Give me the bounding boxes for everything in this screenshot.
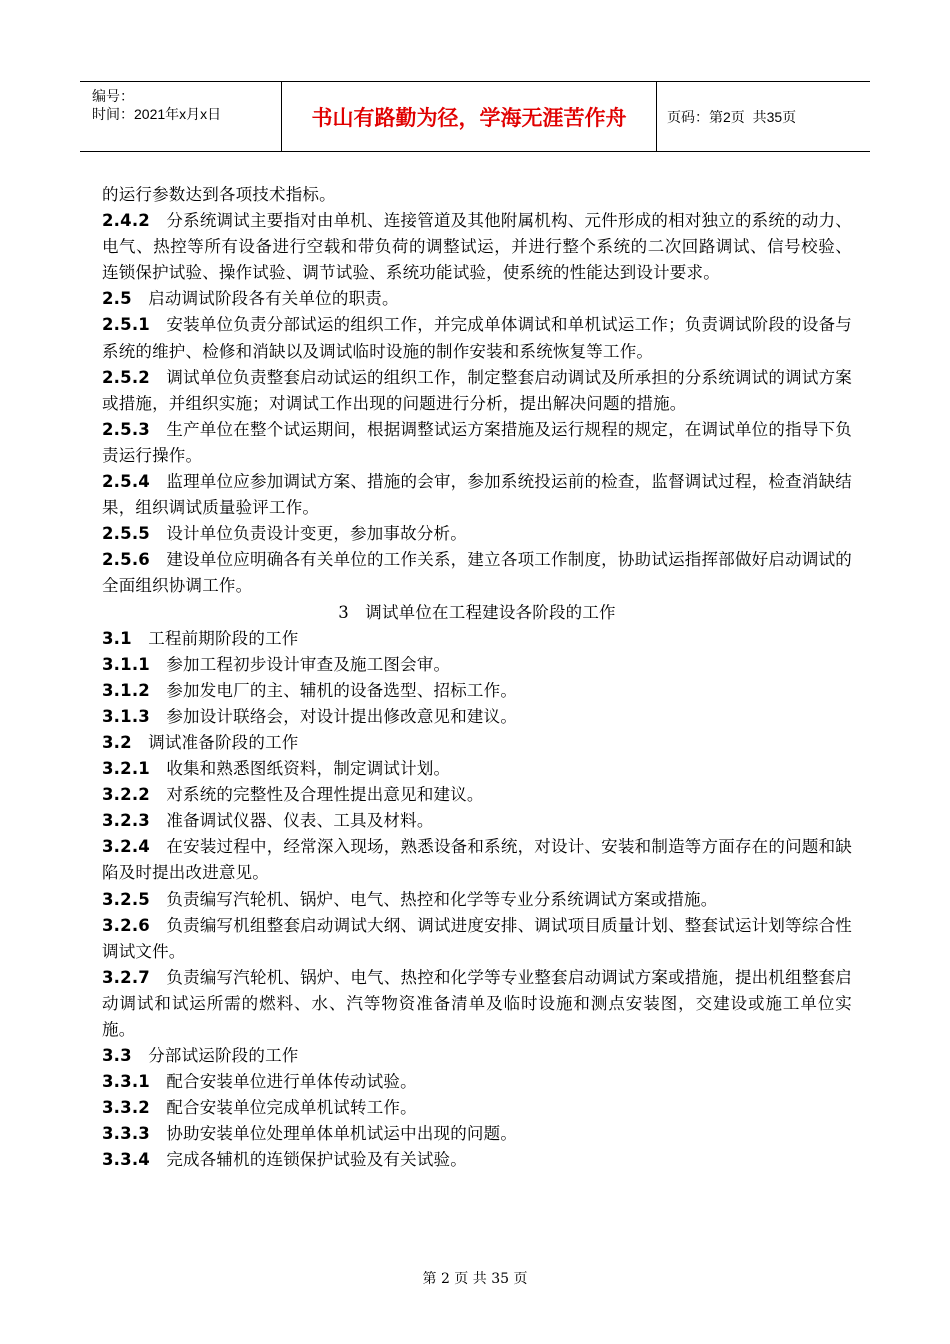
clause-number: 2.5.6: [102, 550, 150, 570]
paragraph: [102, 808, 852, 834]
paragraph-text: 建设单位应明确各有关单位的工作关系，建立各项工作制度，协助试运指挥部做好启动调试的全面组织协调工作。: [102, 550, 852, 596]
clause-number: 3.1.1: [102, 654, 150, 674]
clause-number: 3.2: [102, 732, 132, 752]
clause-number: 3.3: [102, 1046, 132, 1066]
clause-number: 3.2.6: [102, 915, 150, 935]
paragraph: [102, 365, 852, 417]
paragraph: [102, 730, 852, 756]
clause-number: 3.1: [102, 628, 132, 648]
paragraph-text: 在安装过程中，经常深入现场，熟悉设备和系统，对设计、安装和制造等方面存在的问题和缺陷及时提出改进意见。: [102, 837, 852, 883]
paragraph: [102, 834, 852, 886]
paragraph: [102, 182, 852, 208]
section-heading: [102, 600, 852, 626]
paragraph-text: 负责编写汽轮机、锅炉、电气、热控和化学等专业整套启动调试方案或措施，提出机组整套启动调试和试运所需的燃料、水、汽等物资准备清单及临时设施和测点安装图，交建设或施工单位实施。: [102, 967, 852, 1039]
paragraph: [102, 782, 852, 808]
paragraph: [102, 547, 852, 599]
paragraph-text: 启动调试阶段各有关单位的职责。: [148, 289, 399, 309]
clause-number: 3.2.4: [102, 837, 150, 857]
header-info-cell: [80, 82, 282, 151]
paragraph: [102, 652, 852, 678]
paragraph-text: 安装单位负责分部试运的组织工作，并完成单体调试和单机试运工作；负责调试阶段的设备与系统的维护、检修和消缺以及调试临时设施的制作安装和系统恢复等工作。: [102, 315, 852, 361]
paragraph: [102, 965, 852, 1043]
paragraph-text: 的运行参数达到各项技术指标。: [102, 185, 336, 204]
paragraph: [102, 1095, 852, 1121]
paragraph-text: 配合安装单位完成单机试转工作。: [166, 1098, 417, 1118]
header-page-number: 页码：第2页 共35页: [667, 108, 797, 125]
clause-number: 2.5.2: [102, 367, 150, 387]
paragraph-text: 对系统的完整性及合理性提出意见和建议。: [166, 785, 484, 805]
paragraph-text: 参加设计联络会，对设计提出修改意见和建议。: [166, 706, 518, 726]
header-motto: 书山有路勤为径，学海无涯苦作舟: [282, 82, 657, 151]
clause-number: 2.5.4: [102, 472, 150, 492]
clause-number: 3.3.3: [102, 1124, 150, 1144]
paragraph-text: 调试准备阶段的工作: [148, 732, 299, 752]
clause-number: 3.3.2: [102, 1098, 150, 1118]
clause-number: 3.2.5: [102, 889, 150, 909]
clause-number: 3.1.3: [102, 706, 150, 726]
paragraph: [102, 1043, 852, 1069]
paragraph-text: 工程前期阶段的工作: [148, 628, 299, 648]
paragraph-text: 分系统调试主要指对由单机、连接管道及其他附属机构、元件形成的相对独立的系统的动力、电气、热控等所有设备进行空载和带负荷的调整试运，并进行整个系统的二次回路调试、信号校验、连锁保护试验、操作试验、调节试验、系统功能试验，使系统的性能达到设计要求。: [102, 211, 852, 283]
paragraph: [102, 887, 852, 913]
clause-number: 3.2.3: [102, 811, 150, 831]
document-body: [102, 182, 852, 1174]
paragraph: [102, 626, 852, 652]
paragraph-text: 负责编写汽轮机、锅炉、电气、热控和化学等专业分系统调试方案或措施。: [166, 889, 718, 909]
clause-number: 3.2.2: [102, 785, 150, 805]
paragraph: [102, 1121, 852, 1147]
paragraph: [102, 1147, 852, 1173]
paragraph: [102, 756, 852, 782]
paragraph-text: 分部试运阶段的工作: [148, 1046, 299, 1066]
clause-number: 3.3.1: [102, 1072, 150, 1092]
paragraph: [102, 417, 852, 469]
document-date: 时间：2021年x月x日: [92, 106, 222, 122]
paragraph-text: 协助安装单位处理单体单机试运中出现的问题。: [166, 1124, 518, 1144]
paragraph-text: 完成各辅机的连锁保护试验及有关试验。: [166, 1150, 467, 1170]
page-footer: 第 2 页 共 35 页: [422, 1271, 528, 1287]
paragraph-text: 配合安装单位进行单体传动试验。: [166, 1072, 417, 1092]
paragraph-text: 参加发电厂的主、辅机的设备选型、招标工作。: [166, 680, 518, 700]
clause-number: 3.3.4: [102, 1150, 150, 1170]
paragraph: [102, 469, 852, 521]
paragraph: [102, 913, 852, 965]
paragraph-text: 3 调试单位在工程建设各阶段的工作: [338, 602, 616, 622]
paragraph: [102, 312, 852, 364]
clause-number: 3.1.2: [102, 680, 150, 700]
clause-number: 3.2.1: [102, 759, 150, 779]
paragraph-text: 收集和熟悉图纸资料，制定调试计划。: [166, 759, 451, 779]
clause-number: 2.5.3: [102, 419, 150, 439]
paragraph-text: 生产单位在整个试运期间，根据调整试运方案措施及运行规程的规定，在调试单位的指导下负责运行操作。: [102, 419, 852, 465]
paragraph-text: 监理单位应参加调试方案、措施的会审，参加系统投运前的检查，监督调试过程，检查消缺结果，组织调试质量验评工作。: [102, 472, 852, 518]
clause-number: 2.5.1: [102, 315, 150, 335]
paragraph: [102, 678, 852, 704]
paragraph: [102, 208, 852, 286]
clause-number: 2.5: [102, 289, 132, 309]
paragraph: [102, 704, 852, 730]
paragraph: [102, 1069, 852, 1095]
paragraph-text: 负责编写机组整套启动调试大纲、调试进度安排、调试项目质量计划、整套试运计划等综合性调试文件。: [102, 915, 852, 961]
paragraph-text: 准备调试仪器、仪表、工具及材料。: [166, 811, 434, 831]
document-number-label: 编号：: [92, 88, 134, 104]
clause-number: 2.4.2: [102, 211, 150, 231]
paragraph: [102, 286, 852, 312]
page-header: [80, 81, 870, 152]
clause-number: 2.5.5: [102, 524, 150, 544]
paragraph-text: 参加工程初步设计审查及施工图会审。: [166, 654, 451, 674]
paragraph-text: 设计单位负责设计变更，参加事故分析。: [166, 524, 467, 544]
paragraph: [102, 521, 852, 547]
clause-number: 3.2.7: [102, 967, 150, 987]
paragraph-text: 调试单位负责整套启动试运的组织工作，制定整套启动调试及所承担的分系统调试的调试方案或措施，并组织实施；对调试工作出现的问题进行分析，提出解决问题的措施。: [102, 367, 852, 413]
